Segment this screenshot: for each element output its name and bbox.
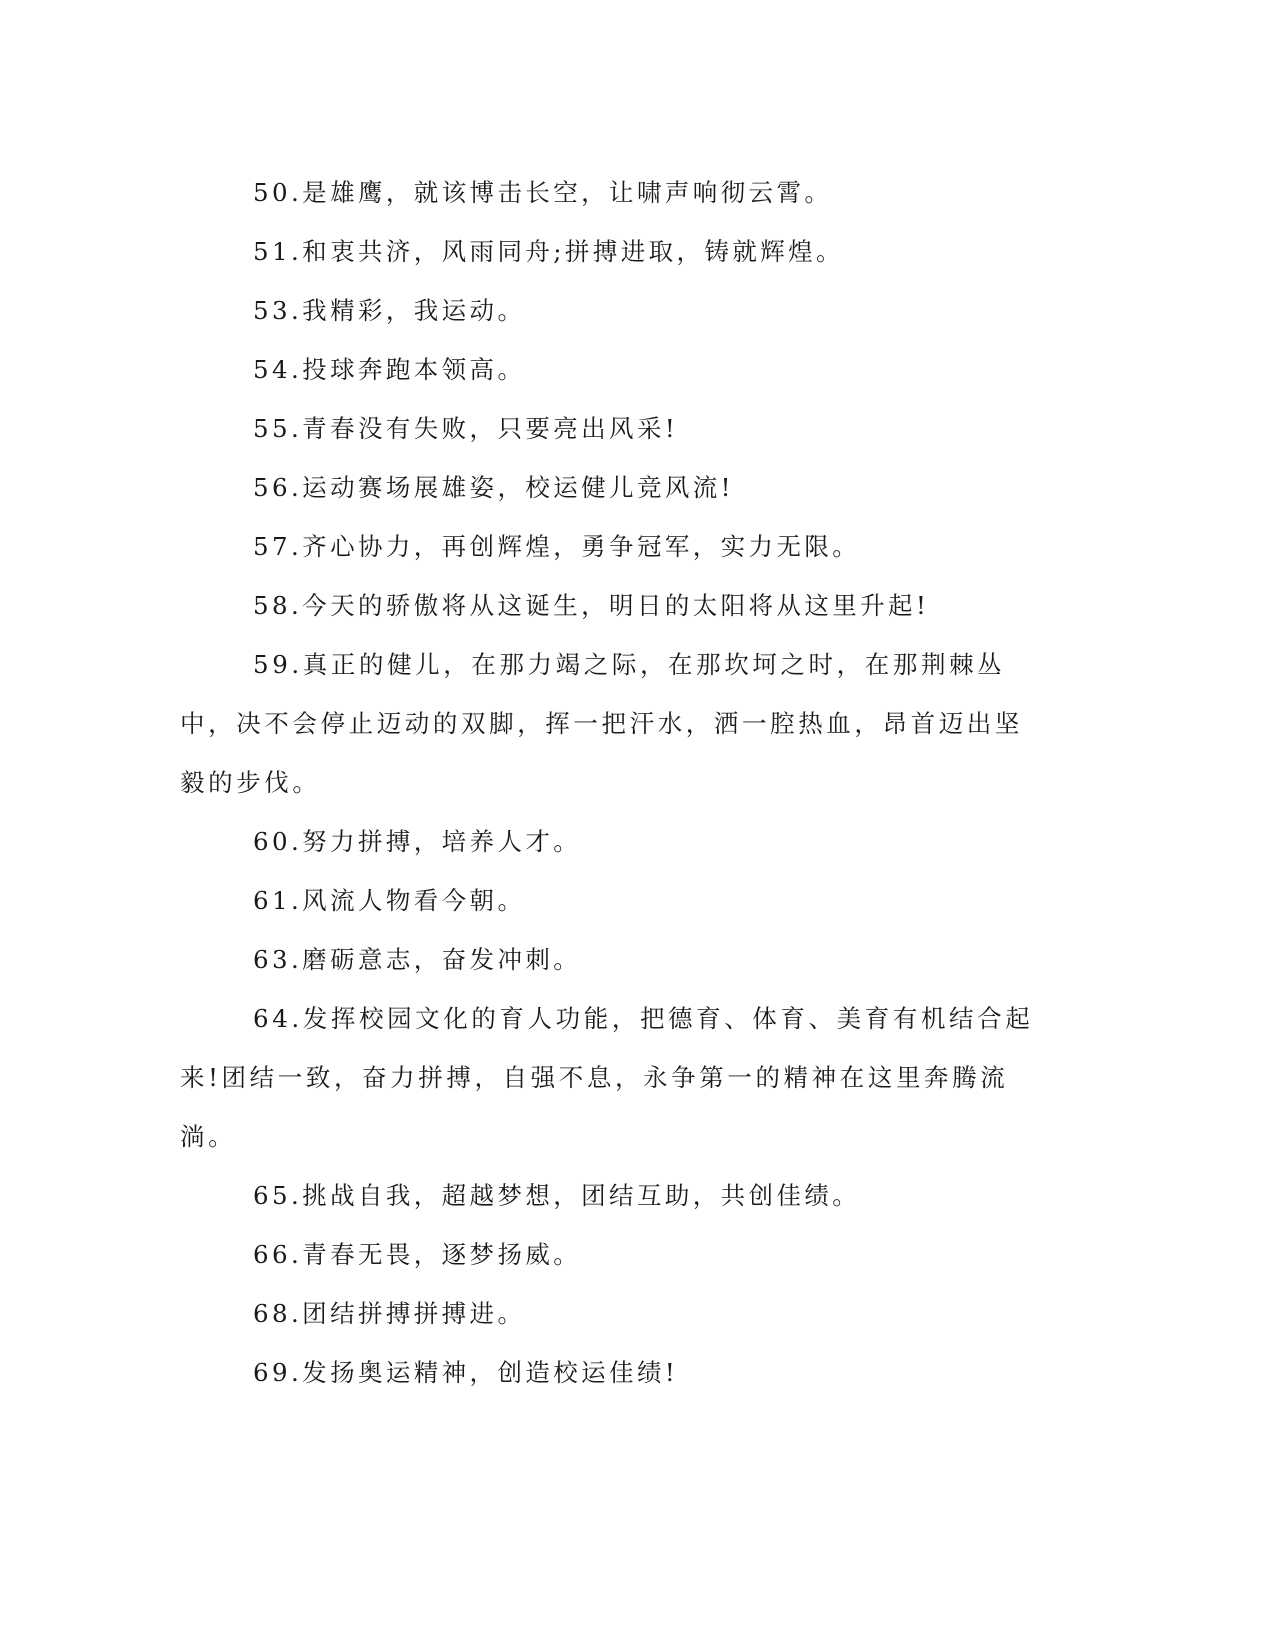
slogan-paragraph: 68.团结拼搏拼搏进。 [253,1299,526,1328]
slogan-paragraph: 60.努力拼搏，培养人才。 [253,827,582,856]
slogan-paragraph: 57.齐心协力，再创辉煌，勇争冠军，实力无限。 [253,532,861,561]
slogan-paragraph: 56.运动赛场展雄姿，校运健儿竞风流! [253,473,734,502]
slogan-paragraph: 64.发挥校园文化的育人功能，把德育、体育、美育有机结合起来!团结一致，奋力拼搏，自强不息，永争第一的精神在这里奔腾流淌。 [180,1004,1034,1151]
slogan-paragraph: 50.是雄鹰，就该博击长空，让啸声响彻云霄。 [253,178,833,207]
slogan-paragraph: 63.磨砺意志，奋发冲刺。 [253,945,582,974]
slogan-paragraph: 53.我精彩，我运动。 [253,296,526,325]
slogan-paragraph: 66.青春无畏，逐梦扬威。 [253,1240,582,1269]
slogan-paragraph: 69.发扬奥运精神，创造校运佳绩! [253,1358,679,1387]
slogan-paragraph: 58.今天的骄傲将从这诞生，明日的太阳将从这里升起! [253,591,930,620]
slogan-paragraph: 55.青春没有失败，只要亮出风采! [253,414,679,443]
document-body [180,163,1050,1402]
slogan-paragraph: 59.真正的健儿，在那力竭之际，在那坎坷之时，在那荆棘丛中，决不会停止迈动的双脚，挥一把汗水，洒一腔热血，昂首迈出坚毅的步伐。 [180,650,1023,797]
slogan-paragraph: 54.投球奔跑本领高。 [253,355,526,384]
slogan-paragraph: 51.和衷共济，风雨同舟;拼搏进取，铸就辉煌。 [253,237,844,266]
slogan-paragraph: 61.风流人物看今朝。 [253,886,526,915]
slogan-paragraph: 65.挑战自我，超越梦想，团结互助，共创佳绩。 [253,1181,861,1210]
